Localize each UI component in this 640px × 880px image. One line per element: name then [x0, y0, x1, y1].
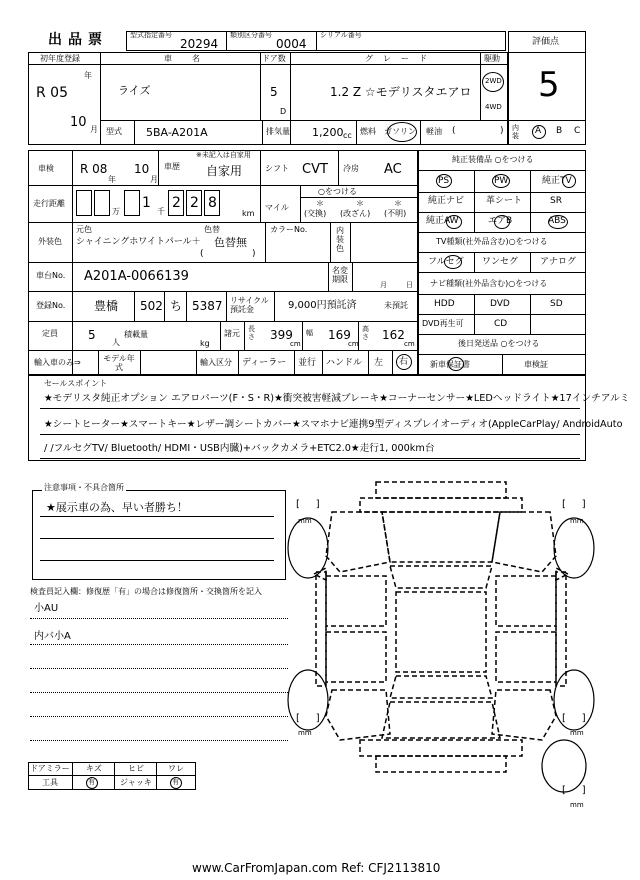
sales-line-1: ★モデリスタ純正オプション エアロパーツ(F・S・R)★衝突被害軽減ブレーキ★コーナーセンサー★LEDヘッドライト★17インチアルミ	[44, 393, 630, 404]
equip-ps: PS	[438, 176, 450, 186]
inspection-month: 10	[134, 162, 150, 176]
first-reg-month: 10	[70, 115, 87, 130]
equip-pw: PW	[494, 176, 509, 186]
equip-airbag: エアB	[488, 216, 513, 226]
jack-present: 有	[172, 778, 179, 786]
score-value: 5	[538, 65, 560, 105]
score-label: 評価点	[532, 37, 560, 47]
reg-number: 5387	[192, 299, 223, 313]
reg-area: 豊橋	[94, 299, 119, 313]
capacity: 5	[88, 328, 96, 342]
class-value: 0004	[276, 37, 307, 51]
drive-2wd: 2WD	[485, 77, 502, 85]
grade: 1.2 Z ☆モデリスタエアロ	[330, 85, 472, 99]
recycle-amount: 9,000円預託済	[288, 300, 357, 311]
doc-warranty: 新車保証書	[430, 360, 470, 369]
model-cert-value: 20294	[180, 37, 219, 51]
class-label: 類別区分番号	[230, 31, 272, 39]
inspector-line-a: 小AU	[34, 603, 59, 614]
reg-class: 502	[140, 299, 163, 313]
color-change: 色替無	[214, 236, 247, 249]
doors: 5	[270, 85, 278, 99]
mileage-digit-4: 8	[208, 195, 217, 211]
equip-aw: 純正AW	[426, 216, 459, 226]
fuel-gasoline: ガソリン	[384, 127, 416, 136]
mileage-digit-3: 2	[190, 195, 199, 211]
width: 169	[328, 328, 351, 342]
tv-fullseg: フルセグ	[428, 257, 464, 267]
tools-present: 有	[88, 778, 95, 786]
car-body-diagram	[286, 476, 596, 806]
handle-right: 右	[399, 357, 409, 367]
chassis-number: A201A-0066139	[84, 269, 189, 284]
model-cert-label: 型式指定番号	[130, 31, 172, 39]
sales-line-2: ★シートヒーター★スマートキー★レザー調シートカバー★スマホナビ連携9型ディスプレイオーディオ(AppleCarPlay/ AndroidAuto	[44, 419, 623, 430]
sheet-title: 出品票	[48, 32, 108, 48]
first-reg-era: R 05	[36, 85, 68, 101]
inspection-value: R 08	[80, 162, 108, 176]
interior-grade-a: A	[535, 126, 542, 136]
mileage-digit-2: 2	[172, 195, 181, 211]
displacement: 1,200	[312, 126, 344, 139]
car-name: ライズ	[118, 84, 151, 97]
equip-abs: ABS	[548, 216, 566, 226]
shift: CVT	[302, 162, 328, 177]
serial-label: シリアル番号	[320, 31, 362, 39]
length: 399	[270, 328, 293, 342]
first-reg-label: 初年度登録	[40, 54, 80, 63]
vehicle-type: 自家用	[206, 164, 243, 178]
reg-kana: ち	[170, 299, 183, 313]
sales-line-3: / /フルセグTV/ Bluetooth/ HDMI・USB内臓)+バックカメラ+ETC2.0★走行1, 000km台	[44, 443, 435, 454]
watermark: www.CarFromJapan.com Ref: CFJ2113810	[192, 861, 441, 875]
height: 162	[382, 328, 405, 342]
notes-line-1: ★展示車の為、早い者勝ち！	[46, 501, 188, 514]
air-conditioner: AC	[384, 162, 402, 177]
mileage-digit-1: 1	[142, 195, 151, 211]
model-code: 5BA-A201A	[146, 126, 208, 139]
drive-4wd: 4WD	[485, 103, 502, 111]
original-color: シャイニングホワイトパール＋	[76, 237, 201, 247]
equip-tv: 純正TV	[542, 176, 572, 186]
inspector-line-b: 内バ小A	[34, 631, 71, 642]
